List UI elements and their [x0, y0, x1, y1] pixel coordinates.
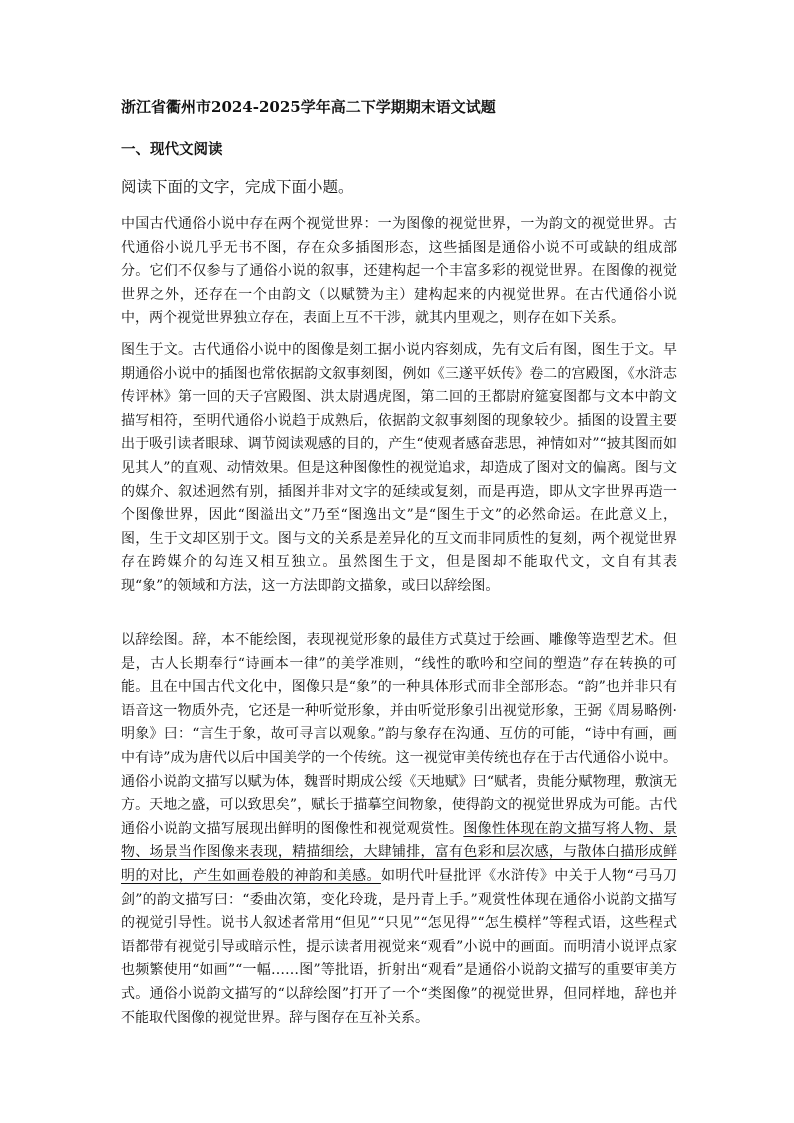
document-title: 浙江省衢州市2024-2025学年高二下学期期末语文试题	[121, 98, 496, 116]
reading-instruction: 阅读下面的文字，完成下面小题。	[121, 178, 354, 196]
paragraph-3-text-before: 以辞绘图。辞，本不能绘图，表现视觉形象的最佳方式莫过于绘画、雕像等造型艺术。但是，古人长期奉行“诗画本一律”的美学准则，“线性的歌吟和空间的塑造”存在转换的可能。且在中国古代文化中，图像只是“象”的一种具体形式而非全部形态。“韵”也并非只有语音这一物质外壳，它还是一种听觉形象，并由听觉形象引出视觉形象，王弼《周易略例·明象》曰：“言生于象，故可寻言以观象。”韵与象存在沟通、互仿的可能，“诗中有画，画中有诗”成为唐代以后中国美学的一个传统。这一视觉审美传统也存在于古代通俗小说中。通俗小说韵文描写以赋为体，魏晋时期成公绥《天地赋》曰“赋者，贵能分赋物理，敷演无方。天地之盛，可以致思矣”，赋长于描摹空间物象，使得韵文的视觉世界成为可能。古代通俗小说韵文描写展现出鲜明的图像性和视觉观赏性。	[121, 632, 677, 837]
paragraph-2: 图生于文。古代通俗小说中的图像是刻工据小说内容刻成，先有文后有图，图生于文。早期通俗小说中的插图也常依据韵文叙事刻图，例如《三遂平妖传》卷二的宫殿图，《水浒志传评林》第一回的天子宫殿图、洪太尉遇虎图，第二回的王都尉府筵宴图都与文本中韵文描写相符，至明代通俗小说趋于成熟后，依据韵文叙事刻图的现象较少。插图的设置主要出于吸引读者眼球、调节阅读观感的目的，产生“使观者感奋悲思，神情如对”“披其图而如见其人”的直观、动情效果。但是这种图像性的视觉追求，却造成了图对文的偏离。图与文的媒介、叙述迥然有别，插图并非对文字的延续或复刻，而是再造，即从文字世界再造一个图像世界，因此“图溢出文”乃至“图逸出文”是“图生于文”的必然命运。在此意义上，图，生于文却区别于文。图与文的关系是差异化的互文而非同质性的复刻，两个视觉世界存在跨媒介的勾连又相互独立。虽然图生于文，但是图却不能取代文，文自有其表现“象”的领域和方法，这一方法即韵文描象，或曰以辞绘图。	[121, 342, 677, 594]
paragraph-3-text-after: 如明代叶昼批评《水浒传》中关于人物“弓马刀剑”的韵文描写曰：“委曲次第，变化玲珑，是丹青上手。”观赏性体现在通俗小说韵文描写的视觉引导性。说书人叙述者常用“但见”“只见”“怎见得”“怎生模样”等程式语，这些程式语都带有视觉引导或暗示性，提示读者用视觉来“观看”小说中的画面。而明清小说评点家也频繁使用“如画”“一幅……图”等批语，折射出“观看”是通俗小说韵文描写的重要审美方式。通俗小说韵文描写的“以辞绘图”打开了一个“类图像”的视觉世界，但同样地，辞也并不能取代图像的视觉世界。辞与图存在互补关系。	[121, 867, 678, 1026]
paragraph-3	[121, 629, 677, 1030]
section-heading: 一、现代文阅读	[121, 141, 223, 158]
paragraph-3-underlined-sentence: 图像性体现在韵文描写将人物、景物、场景当作图像来表现，精描细绘，大肆铺排，富有色彩和层次感，与散体白描形成鲜明的对比，产生如画卷般的神韵和美感。	[121, 820, 678, 884]
paragraph-1: 中国古代通俗小说中存在两个视觉世界：一为图像的视觉世界，一为韵文的视觉世界。古代通俗小说几乎无书不图，存在众多插图形态，这些插图是通俗小说不可或缺的组成部分。它们不仅参与了通俗小说的叙事，还建构起一个丰富多彩的视觉世界。在图像的视觉世界之外，还存在一个由韵文（以赋赞为主）建构起来的内视觉世界。在古代通俗小说中，两个视觉世界独立存在，表面上互不干涉，就其内里观之，则存在如下关系。	[121, 216, 677, 327]
